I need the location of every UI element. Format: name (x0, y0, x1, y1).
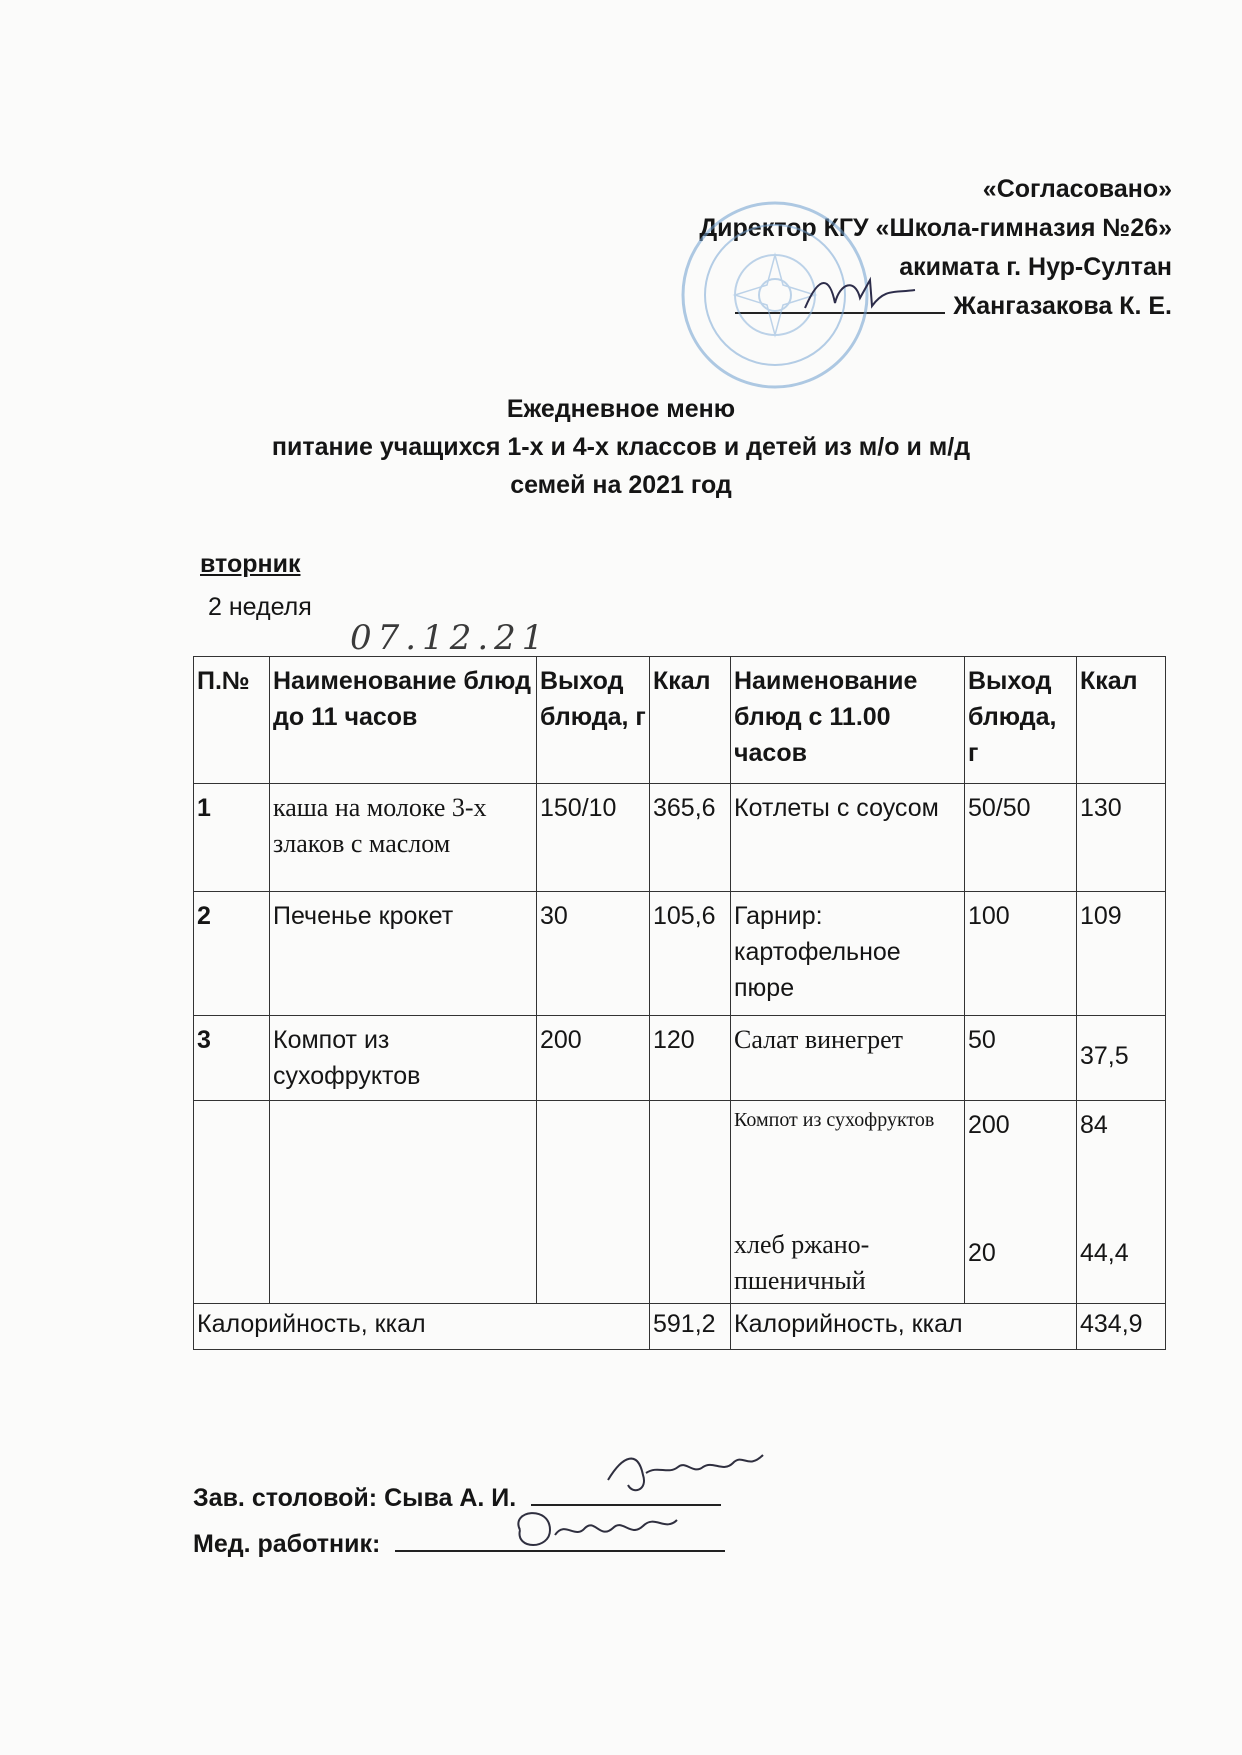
kcal-afternoon: 37,5 (1077, 1016, 1166, 1101)
header-kcal-morning: Ккал (650, 657, 731, 784)
kcal-morning: 105,6 (650, 892, 731, 1016)
output-afternoon-extra (965, 1101, 1077, 1304)
empty-cell (270, 1101, 537, 1304)
handwritten-date: 07.12.21 (350, 618, 550, 658)
medic-label: Мед. работник: (193, 1530, 381, 1558)
director-name: Жангазакова К. Е. (953, 292, 1172, 320)
header-dish-morning: Наименование блюд до 11 часов (270, 657, 537, 784)
table-total-row (194, 1304, 1166, 1350)
weekday-label: вторник (200, 550, 301, 578)
extra-dish-compote: Компот из сухофруктов (734, 1109, 935, 1131)
menu-table (193, 656, 1166, 1350)
extra-output-bread: 20 (968, 1239, 996, 1267)
row-number: 3 (194, 1016, 270, 1101)
director-signature (800, 268, 920, 318)
header-number: П.№ (194, 657, 270, 784)
canteen-signature (598, 1445, 773, 1505)
header-output-afternoon: Выход блюда, г (965, 657, 1077, 784)
table-header-row (194, 657, 1166, 784)
kcal-afternoon: 109 (1077, 892, 1166, 1016)
week-label: 2 неделя (208, 593, 312, 621)
dish-afternoon: Котлеты с соусом (731, 784, 965, 892)
table-row (194, 784, 1166, 892)
title-line-1: Ежедневное меню (506, 395, 736, 423)
dish-morning: Компот из сухофруктов (270, 1016, 537, 1101)
kcal-morning: 120 (650, 1016, 731, 1101)
output-afternoon: 50/50 (965, 784, 1077, 892)
total-value-morning: 591,2 (650, 1304, 731, 1350)
output-afternoon: 50 (965, 1016, 1077, 1101)
output-morning: 30 (537, 892, 650, 1016)
dish-morning: каша на молоке 3-х злаков с маслом (270, 784, 537, 892)
title-line-3: семей на 2021 год (510, 471, 732, 499)
total-label-afternoon: Калорийность, ккал (731, 1304, 1077, 1350)
empty-cell (537, 1101, 650, 1304)
empty-cell (194, 1101, 270, 1304)
output-morning: 150/10 (537, 784, 650, 892)
akimat-line: акимата г. Нур-Султан (899, 253, 1172, 281)
director-title: Директор КГУ «Школа-гимназия №26» (699, 214, 1172, 242)
dish-afternoon: Салат винегрет (731, 1016, 965, 1101)
title-line-2: питание учащихся 1-х и 4-х классов и детей из м/о и м/д (271, 433, 971, 461)
table-row (194, 1016, 1166, 1101)
row-number: 1 (194, 784, 270, 892)
table-row (194, 892, 1166, 1016)
dish-morning: Печенье крокет (270, 892, 537, 1016)
canteen-manager-label: Зав. столовой: Сыва А. И. (193, 1484, 517, 1512)
kcal-afternoon-extra (1077, 1101, 1166, 1304)
header-output-morning: Выход блюда, г (537, 657, 650, 784)
total-label-morning: Калорийность, ккал (194, 1304, 650, 1350)
dish-afternoon-extra (731, 1101, 965, 1304)
medic-signature (505, 1500, 685, 1560)
output-morning: 200 (537, 1016, 650, 1101)
total-value-afternoon: 434,9 (1077, 1304, 1166, 1350)
row-number: 2 (194, 892, 270, 1016)
extra-kcal-compote: 84 (1080, 1111, 1108, 1139)
dish-afternoon: Гарнир: картофельное пюре (731, 892, 965, 1016)
extra-output-compote: 200 (968, 1111, 1010, 1139)
extra-kcal-bread: 44,4 (1080, 1239, 1129, 1267)
empty-cell (650, 1101, 731, 1304)
header-dish-afternoon: Наименование блюд с 11.00 часов (731, 657, 965, 784)
kcal-afternoon: 130 (1077, 784, 1166, 892)
kcal-morning: 365,6 (650, 784, 731, 892)
extra-dish-bread: хлеб ржано-пшеничный (734, 1230, 870, 1295)
table-row-extra (194, 1101, 1166, 1304)
approval-heading: «Согласовано» (982, 175, 1172, 203)
header-kcal-afternoon: Ккал (1077, 657, 1166, 784)
output-afternoon: 100 (965, 892, 1077, 1016)
document-title (0, 390, 1242, 504)
